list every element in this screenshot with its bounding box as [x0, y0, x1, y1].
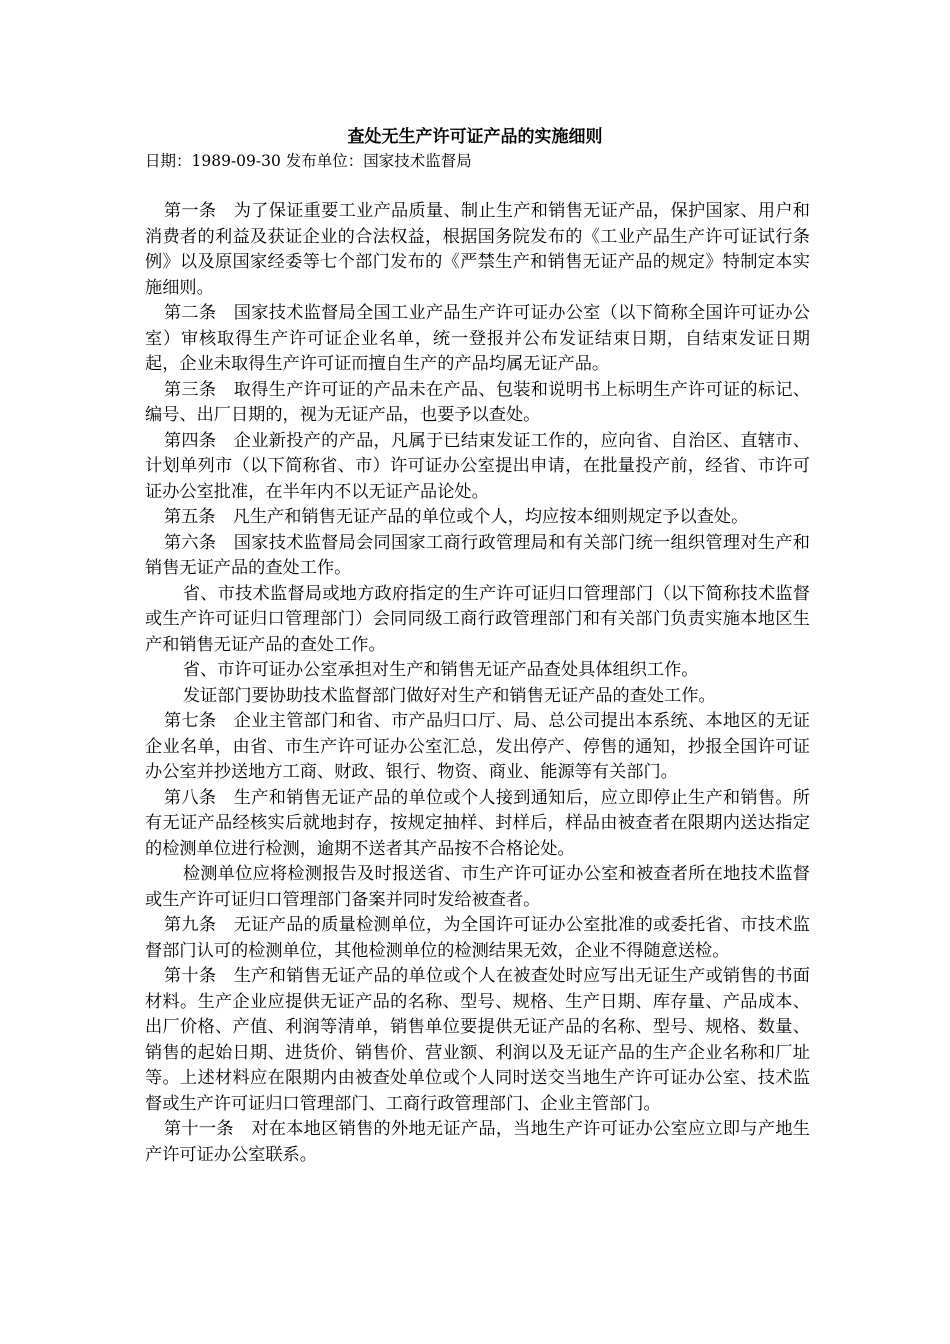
article-2: 第二条 国家技术监督局全国工业产品生产许可证办公室（以下简称全国许可证办公室）审核取得生产许可证企业名单，统一登报并公布发证结束日期，自结束发证日期起，企业未取得生产许可证而擅自生产的产品均属无证产品。	[145, 303, 810, 374]
article-1: 第一条 为了保证重要工业产品质量、制止生产和销售无证产品，保护国家、用户和消费者的利益及获证企业的合法权益，根据国务院发布的《工业产品生产许可证试行条例》以及原国家经委等七个部门发布的《严禁生产和销售无证产品的规定》特制定本实施细则。	[145, 201, 810, 298]
article-4: 第四条 企业新投产的产品，凡属于已结束发证工作的，应向省、自治区、直辖市、计划单列市（以下简称省、市）许可证办公室提出申请，在批量投产前，经省、市许可证办公室批准，在半年内不以无证产品论处。	[145, 430, 810, 502]
article-6-clause-3: 省、市许可证办公室承担对生产和销售无证产品查处具体组织工作。	[182, 660, 699, 680]
article-6-clause-4: 发证部门要协助技术监督部门做好对生产和销售无证产品的查处工作。	[182, 685, 716, 706]
article-10: 第十条 生产和销售无证产品的单位或个人在被查处时应写出无证生产或销售的书面材料。生产企业应提供无证产品的名称、型号、规格、生产日期、库存量、产品成本、出厂价格、产值、利润等清单，销售单位要提供无证产品的名称、型号、规格、数量、销售的起始日期、进货价、销售价、营业额、利润以及无证产品的生产企业名称和厂址等。上述材料应在限期内由被查处单位或个人同时送交当地生产许可证办公室、技术监督或生产许可证归口管理部门、工商行政管理部门、企业主管部门。	[145, 966, 810, 1114]
article-3: 第三条 取得生产许可证的产品未在产品、包装和说明书上标明生产许可证的标记、编号、出厂日期的，视为无证产品，也要予以查处。	[145, 379, 810, 425]
article-8-clause-2: 检测单位应将检测报告及时报送省、市生产许可证办公室和被查者所在地技术监督或生产许可证归口管理部门备案并同时发给被查者。	[145, 864, 810, 910]
article-5: 第五条 凡生产和销售无证产品的单位或个人，均应按本细则规定予以查处。	[163, 507, 749, 527]
document-title: 查处无生产许可证产品的实施细则	[347, 127, 603, 147]
article-7: 第七条 企业主管部门和省、市产品归口厅、局、总公司提出本系统、本地区的无证企业名单，由省、市生产许可证办公室汇总，发出停产、停售的通知，抄报全国许可证办公室并抄送地方工商、财政、银行、物资、商业、能源等有关部门。	[145, 711, 810, 782]
article-11: 第十一条 对在本地区销售的外地无证产品，当地生产许可证办公室应立即与产地生产许可证办公室联系。	[145, 1119, 810, 1165]
article-9: 第九条 无证产品的质量检测单位，为全国许可证办公室批准的或委托省、市技术监督部门认可的检测单位，其他检测单位的检测结果无效，企业不得随意送检。	[145, 915, 810, 961]
document-meta: 日期：1989-09-30 发布单位：国家技术监督局	[145, 152, 472, 170]
article-8: 第八条 生产和销售无证产品的单位或个人接到通知后，应立即停止生产和销售。所有无证产品经核实后就地封存，按规定抽样、封样后，样品由被查者在限期内送达指定的检测单位进行检测，逾期不送者其产品按不合格论处。	[145, 787, 810, 859]
article-6-clause-2: 省、市技术监督局或地方政府指定的生产许可证归口管理部门（以下简称技术监督或生产许可证归口管理部门）会同同级工商行政管理部门和有关部门负责实施本地区生产和销售无证产品的查处工作。	[145, 583, 810, 655]
article-6: 第六条 国家技术监督局会同国家工商行政管理局和有关部门统一组织管理对生产和销售无证产品的查处工作。	[145, 532, 810, 578]
document-body	[145, 199, 810, 1168]
